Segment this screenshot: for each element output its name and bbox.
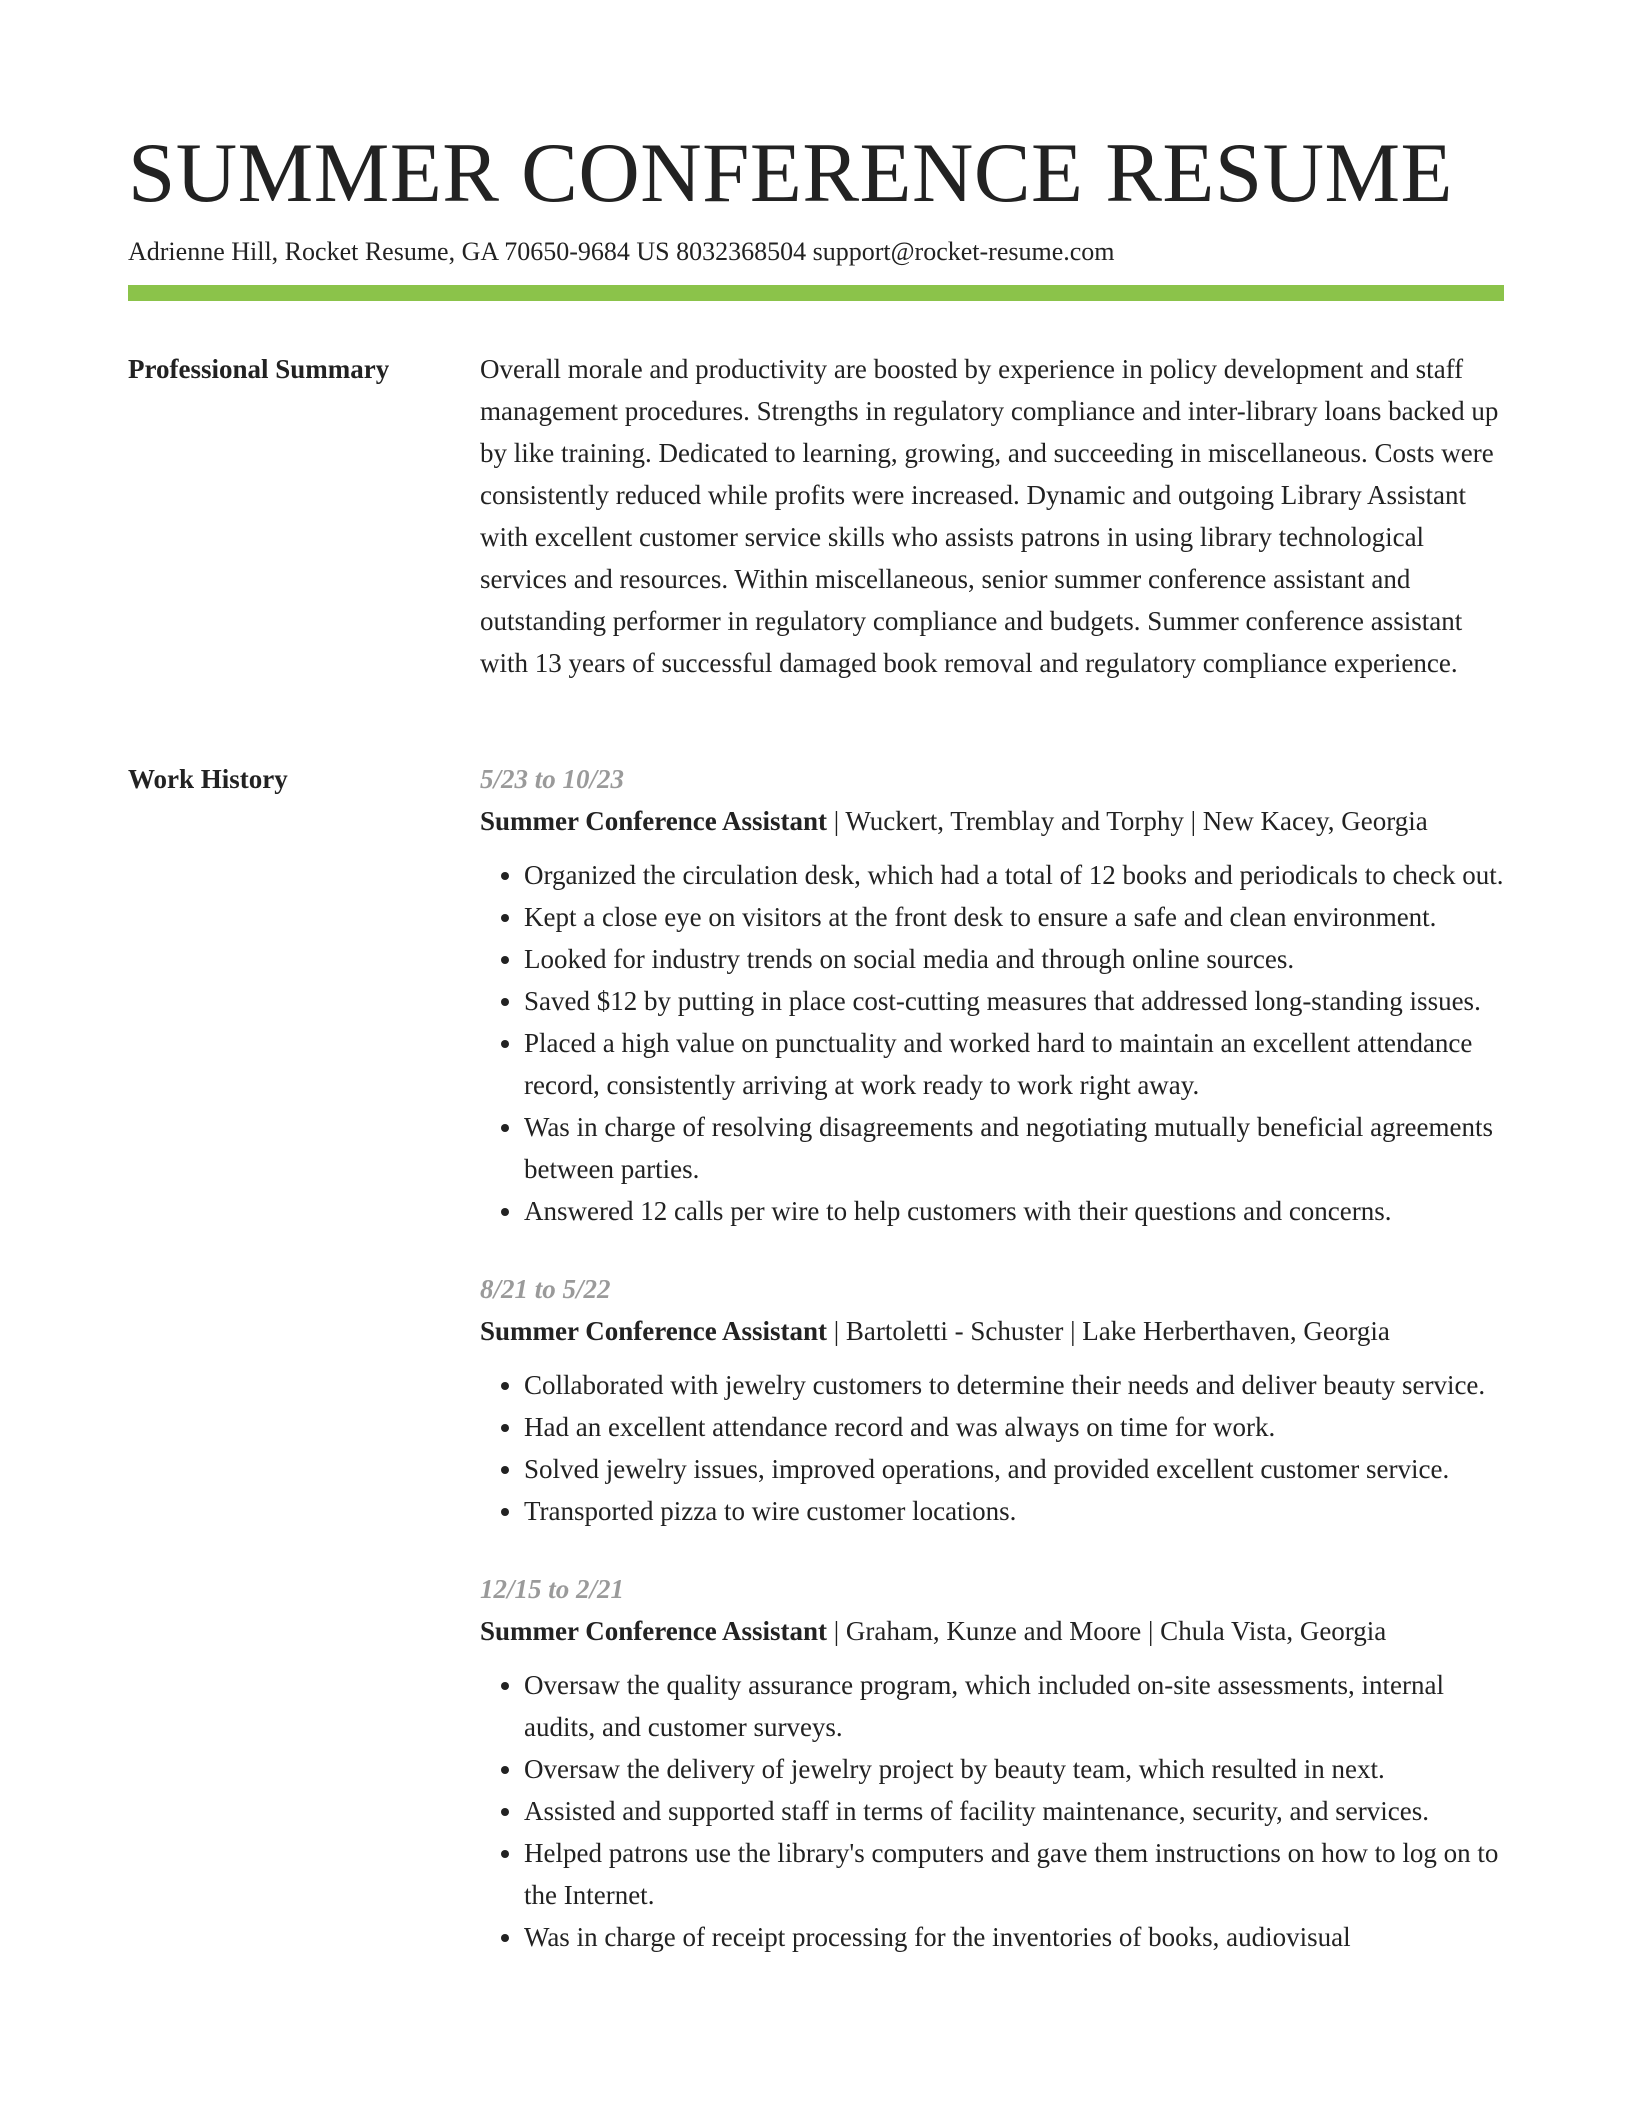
- resume-title: SUMMER CONFERENCE RESUME: [128, 126, 1453, 220]
- job-dates: 8/21 to 5/22: [480, 1274, 611, 1304]
- job-heading: [480, 800, 1510, 842]
- job-title: Summer Conference Assistant: [480, 1316, 827, 1346]
- job-bullet: • Oversaw the delivery of jewelry project by beauty team, which resulted in next.: [524, 1748, 1510, 1790]
- job-bullet-list: [480, 1364, 1510, 1532]
- job-bullet: • Collaborated with jewelry customers to determine their needs and deliver beauty service.: [524, 1364, 1510, 1406]
- job-bullet: • Transported pizza to wire customer locations.: [524, 1490, 1510, 1532]
- job-entry: [480, 1568, 1510, 1958]
- job-employer-location: | Bartoletti - Schuster | Lake Herberthaven, Georgia: [826, 1316, 1390, 1346]
- job-entry: [480, 1268, 1510, 1532]
- professional-summary-label: Professional Summary: [128, 354, 390, 384]
- job-bullet-list: [480, 1664, 1510, 1958]
- job-bullet: • Kept a close eye on visitors at the front desk to ensure a safe and clean environment.: [524, 896, 1510, 938]
- job-dates: 12/15 to 2/21: [480, 1574, 625, 1604]
- job-bullet: • Placed a high value on punctuality and worked hard to maintain an excellent attendance record, consistently arriving at work ready to work right away.: [524, 1022, 1510, 1106]
- job-employer-location: | Graham, Kunze and Moore | Chula Vista, Georgia: [826, 1616, 1387, 1646]
- job-heading: [480, 1610, 1510, 1652]
- job-dates: 5/23 to 10/23: [480, 764, 625, 794]
- job-title: Summer Conference Assistant: [480, 806, 827, 836]
- work-history-label: Work History: [128, 764, 288, 794]
- professional-summary-text: Overall morale and productivity are boosted by experience in policy development and staff management procedures. Strengths in regulatory compliance and inter-library loans backed up by like training. Dedicated to learning, growing, and succeeding in miscellaneous. Costs were consistently reduced while profits were increased. Dynamic and outgoing Library Assistant with excellent customer service skills who assists patrons in using library technological services and resources. Within miscellaneous, senior summer conference assistant and outstanding performer in regulatory compliance and budgets. Summer conference assistant with 13 years of successful damaged book removal and regulatory compliance experience.: [480, 354, 1499, 678]
- resume-header: [128, 118, 1504, 270]
- job-bullet: • Answered 12 calls per wire to help customers with their questions and concerns.: [524, 1190, 1510, 1232]
- job-bullet: • Looked for industry trends on social media and through online sources.: [524, 938, 1510, 980]
- job-employer-location: | Wuckert, Tremblay and Torphy | New Kacey, Georgia: [826, 806, 1428, 836]
- job-bullet: • Oversaw the quality assurance program, which included on-site assessments, internal audits, and customer surveys.: [524, 1664, 1510, 1748]
- contact-line: Adrienne Hill, Rocket Resume, GA 70650-9684 US 8032368504 support@rocket-resume.com: [128, 237, 1115, 266]
- job-bullet: • Organized the circulation desk, which had a total of 12 books and periodicals to check out.: [524, 854, 1510, 896]
- job-bullet: • Solved jewelry issues, improved operations, and provided excellent customer service.: [524, 1448, 1510, 1490]
- job-heading: [480, 1310, 1510, 1352]
- job-bullet: • Saved $12 by putting in place cost-cutting measures that addressed long-standing issues.: [524, 980, 1510, 1022]
- job-bullet-list: [480, 854, 1510, 1232]
- job-bullet: • Was in charge of receipt processing for the inventories of books, audiovisual: [524, 1916, 1510, 1958]
- job-bullet: • Had an excellent attendance record and was always on time for work.: [524, 1406, 1510, 1448]
- job-bullet: • Helped patrons use the library's computers and gave them instructions on how to log on to the Internet.: [524, 1832, 1510, 1916]
- job-bullet: • Assisted and supported staff in terms of facility maintenance, security, and services.: [524, 1790, 1510, 1832]
- job-bullet: • Was in charge of resolving disagreements and negotiating mutually beneficial agreements between parties.: [524, 1106, 1510, 1190]
- professional-summary-body: [480, 348, 1510, 684]
- work-history-body: [480, 758, 1510, 1994]
- accent-divider: [128, 285, 1504, 301]
- job-entry: [480, 758, 1510, 1232]
- job-title: Summer Conference Assistant: [480, 1616, 827, 1646]
